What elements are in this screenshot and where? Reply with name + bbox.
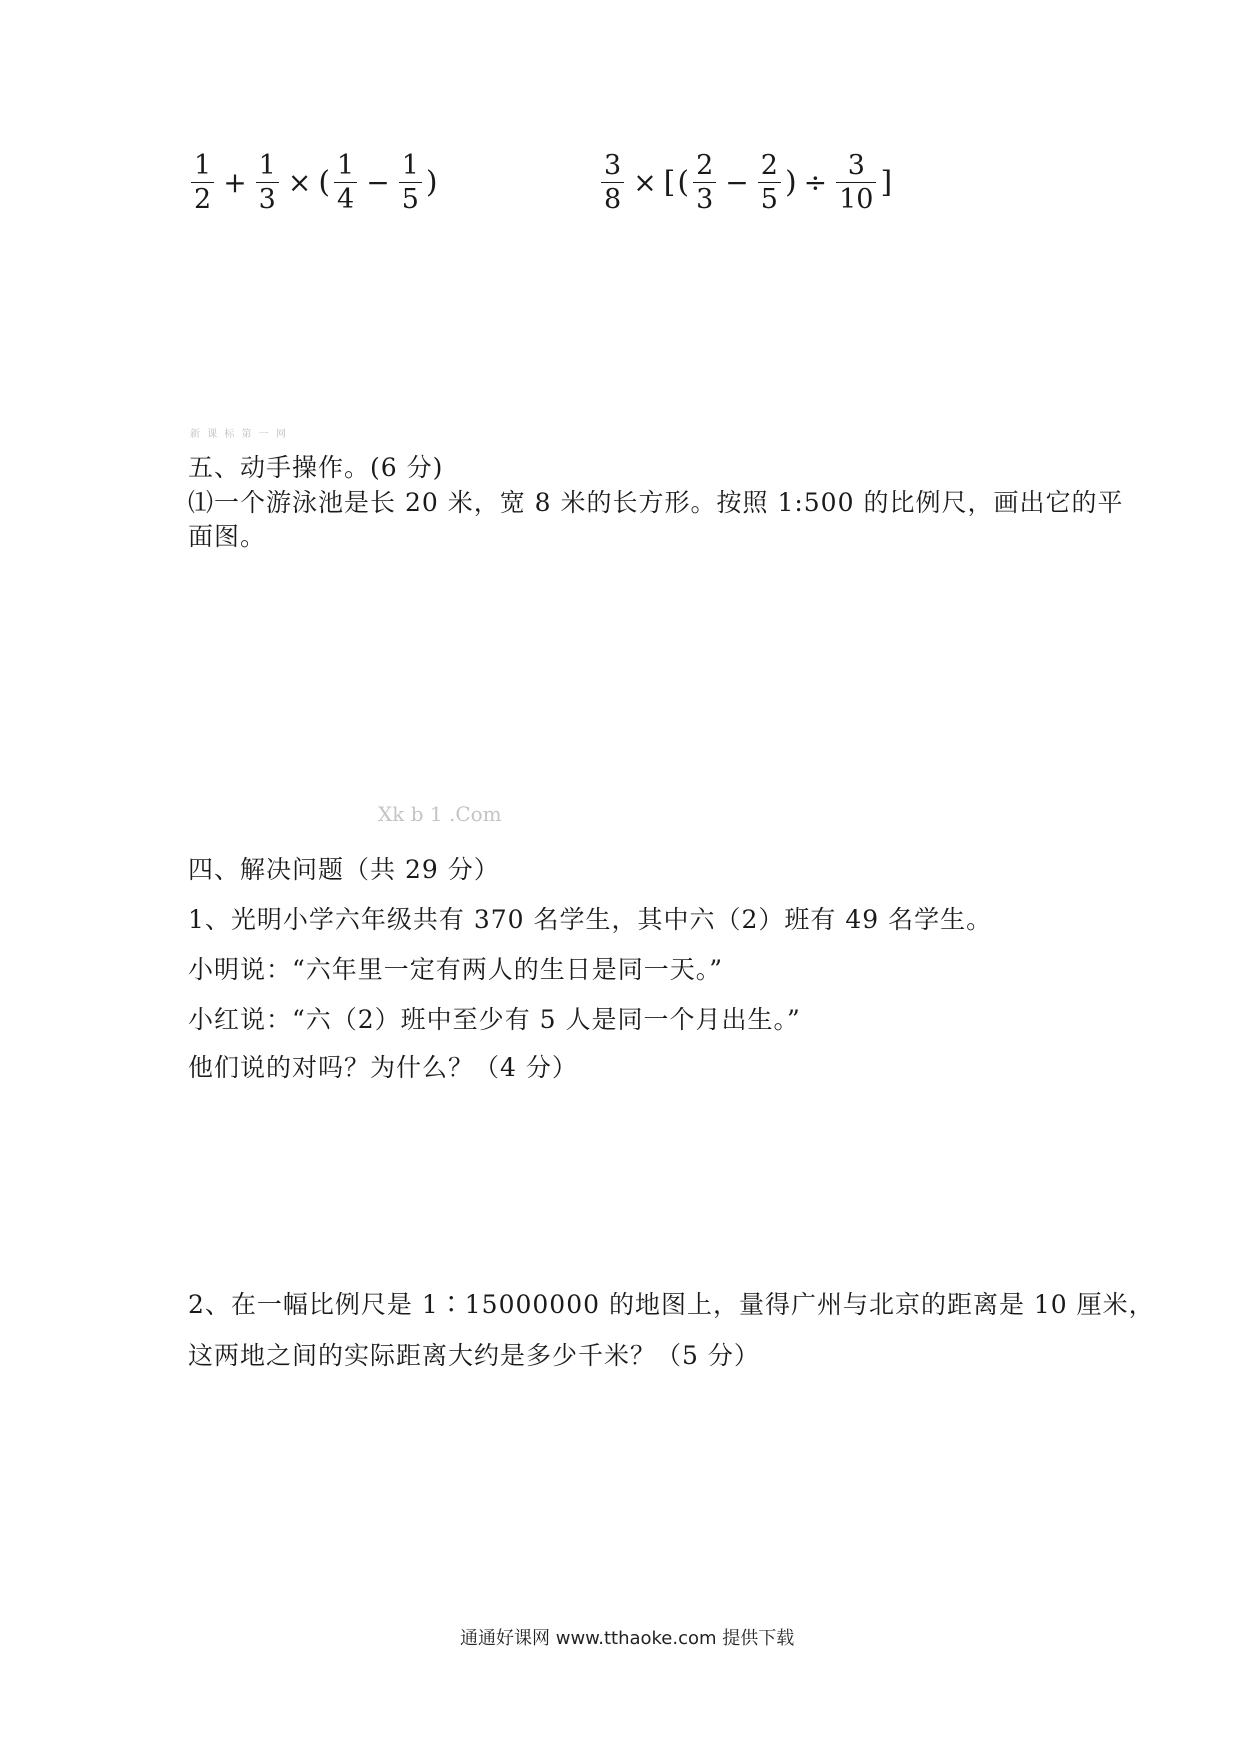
q1-line1: 1、光明小学六年级共有 370 名学生，其中六（2）班有 49 名学生。 [188, 905, 993, 934]
q2-line1: 2、在一幅比例尺是 1∶15000000 的地图上，量得广州与北京的距离是 10 厘米， [188, 1290, 1155, 1319]
section5-q1-line1: ⑴一个游泳池是长 20 米，宽 8 米的长方形。按照 1:500 的比例尺，画出它的平 [188, 488, 1124, 517]
paren: ( [677, 165, 690, 200]
section5-heading: 五、动手操作。(6 分) [188, 453, 444, 482]
paren: ) [784, 165, 797, 200]
q1-line4: 他们说的对吗？为什么？（4 分） [188, 1053, 578, 1082]
fraction: $\frac{1}{4}$ [334, 152, 357, 213]
operator: + [223, 166, 247, 199]
watermark-small: 新 课 标 第 一 网 [190, 429, 288, 440]
operator: ÷ [803, 166, 828, 199]
fraction: $\frac{3}{8}$ [601, 152, 624, 213]
fraction: $\frac{1}{2}$ [191, 152, 214, 213]
watermark-xkb: Xk b 1 .Com [378, 802, 502, 826]
operator: × [287, 166, 312, 199]
bracket: [ [663, 165, 676, 200]
fraction: $\frac{3}{10}$ [836, 152, 876, 213]
bracket: ] [880, 165, 893, 200]
expression-b [598, 152, 893, 213]
q1-line2: 小明说：“六年里一定有两人的生日是同一天。” [188, 955, 724, 984]
fraction: $\frac{1}{3}$ [256, 152, 279, 213]
footer-credit: 通通好课网 www.tthaoke.com 提供下载 [460, 1628, 795, 1649]
paren: ( [318, 165, 331, 200]
operator: − [725, 166, 749, 199]
fraction: $\frac{2}{3}$ [693, 152, 716, 213]
section4-heading: 四、解决问题（共 29 分） [188, 855, 500, 884]
q1-line3: 小红说：“六（2）班中至少有 5 人是同一个月出生。” [188, 1005, 801, 1034]
operator: × [633, 166, 657, 199]
operator: − [366, 166, 390, 199]
section5-q1-line2: 面图。 [188, 522, 267, 551]
fraction: $\frac{2}{5}$ [758, 152, 781, 213]
fraction: $\frac{1}{5}$ [399, 152, 422, 213]
q2-line2: 这两地之间的实际距离大约是多少千米？（5 分） [188, 1341, 760, 1370]
paren: ) [425, 165, 438, 200]
expression-a [188, 152, 439, 213]
